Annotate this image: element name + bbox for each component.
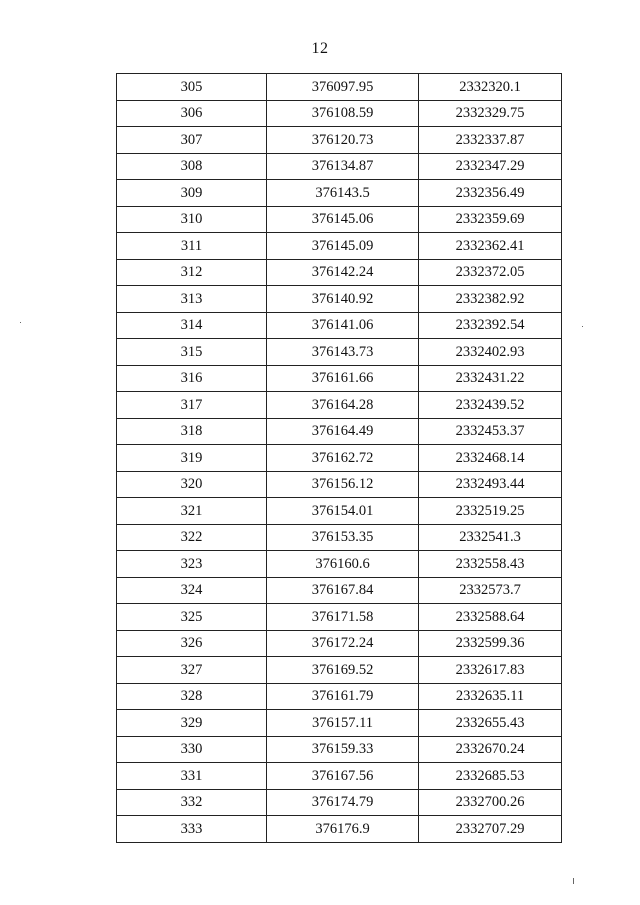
x-coordinate-cell: 376167.56 (267, 763, 419, 790)
point-number-cell: 332 (117, 789, 267, 816)
y-coordinate-cell: 2332468.14 (419, 445, 562, 472)
point-number-cell: 333 (117, 816, 267, 843)
y-coordinate-cell: 2332453.37 (419, 418, 562, 445)
x-coordinate-cell: 376172.24 (267, 630, 419, 657)
x-coordinate-cell: 376141.06 (267, 312, 419, 339)
point-number-cell: 319 (117, 445, 267, 472)
table-row (117, 577, 562, 604)
y-coordinate-cell: 2332617.83 (419, 657, 562, 684)
y-coordinate-cell: 2332635.11 (419, 683, 562, 710)
point-number-cell: 311 (117, 233, 267, 260)
x-coordinate-cell: 376140.92 (267, 286, 419, 313)
x-coordinate-cell: 376159.33 (267, 736, 419, 763)
point-number-cell: 308 (117, 153, 267, 180)
point-number-cell: 329 (117, 710, 267, 737)
table-row (117, 445, 562, 472)
point-number-cell: 309 (117, 180, 267, 207)
y-coordinate-cell: 2332573.7 (419, 577, 562, 604)
x-coordinate-cell: 376156.12 (267, 471, 419, 498)
y-coordinate-cell: 2332372.05 (419, 259, 562, 286)
scan-speck (582, 326, 583, 327)
x-coordinate-cell: 376145.06 (267, 206, 419, 233)
y-coordinate-cell: 2332329.75 (419, 100, 562, 127)
table-row (117, 524, 562, 551)
point-number-cell: 320 (117, 471, 267, 498)
table-row (117, 74, 562, 101)
x-coordinate-cell: 376120.73 (267, 127, 419, 154)
point-number-cell: 326 (117, 630, 267, 657)
point-number-cell: 317 (117, 392, 267, 419)
y-coordinate-cell: 2332359.69 (419, 206, 562, 233)
point-number-cell: 313 (117, 286, 267, 313)
y-coordinate-cell: 2332700.26 (419, 789, 562, 816)
table-row (117, 127, 562, 154)
y-coordinate-cell: 2332431.22 (419, 365, 562, 392)
x-coordinate-cell: 376160.6 (267, 551, 419, 578)
table-row (117, 339, 562, 366)
x-coordinate-cell: 376134.87 (267, 153, 419, 180)
table-row (117, 392, 562, 419)
table-row (117, 312, 562, 339)
x-coordinate-cell: 376154.01 (267, 498, 419, 525)
x-coordinate-cell: 376176.9 (267, 816, 419, 843)
y-coordinate-cell: 2332320.1 (419, 74, 562, 101)
point-number-cell: 310 (117, 206, 267, 233)
point-number-cell: 312 (117, 259, 267, 286)
x-coordinate-cell: 376142.24 (267, 259, 419, 286)
y-coordinate-cell: 2332685.53 (419, 763, 562, 790)
table-row (117, 286, 562, 313)
coordinate-table-body (117, 74, 562, 843)
y-coordinate-cell: 2332347.29 (419, 153, 562, 180)
y-coordinate-cell: 2332392.54 (419, 312, 562, 339)
table-row (117, 710, 562, 737)
table-row (117, 180, 562, 207)
point-number-cell: 314 (117, 312, 267, 339)
table-row (117, 736, 562, 763)
point-number-cell: 321 (117, 498, 267, 525)
table-row (117, 498, 562, 525)
x-coordinate-cell: 376157.11 (267, 710, 419, 737)
point-number-cell: 318 (117, 418, 267, 445)
table-row (117, 418, 562, 445)
y-coordinate-cell: 2332362.41 (419, 233, 562, 260)
x-coordinate-cell: 376167.84 (267, 577, 419, 604)
table-row (117, 657, 562, 684)
table-row (117, 365, 562, 392)
y-coordinate-cell: 2332439.52 (419, 392, 562, 419)
y-coordinate-cell: 2332382.92 (419, 286, 562, 313)
point-number-cell: 306 (117, 100, 267, 127)
y-coordinate-cell: 2332337.87 (419, 127, 562, 154)
page-number: 12 (311, 40, 329, 57)
table-row (117, 630, 562, 657)
y-coordinate-cell: 2332599.36 (419, 630, 562, 657)
x-coordinate-cell: 376143.73 (267, 339, 419, 366)
x-coordinate-cell: 376143.5 (267, 180, 419, 207)
point-number-cell: 328 (117, 683, 267, 710)
point-number-cell: 315 (117, 339, 267, 366)
y-coordinate-cell: 2332655.43 (419, 710, 562, 737)
x-coordinate-cell: 376169.52 (267, 657, 419, 684)
x-coordinate-cell: 376162.72 (267, 445, 419, 472)
y-coordinate-cell: 2332402.93 (419, 339, 562, 366)
x-coordinate-cell: 376153.35 (267, 524, 419, 551)
point-number-cell: 322 (117, 524, 267, 551)
point-number-cell: 316 (117, 365, 267, 392)
y-coordinate-cell: 2332670.24 (419, 736, 562, 763)
y-coordinate-cell: 2332493.44 (419, 471, 562, 498)
x-coordinate-cell: 376164.28 (267, 392, 419, 419)
x-coordinate-cell: 376174.79 (267, 789, 419, 816)
point-number-cell: 325 (117, 604, 267, 631)
x-coordinate-cell: 376097.95 (267, 74, 419, 101)
table-row (117, 100, 562, 127)
y-coordinate-cell: 2332558.43 (419, 551, 562, 578)
table-row (117, 233, 562, 260)
scan-speck (573, 878, 574, 884)
table-row (117, 551, 562, 578)
y-coordinate-cell: 2332707.29 (419, 816, 562, 843)
x-coordinate-cell: 376164.49 (267, 418, 419, 445)
x-coordinate-cell: 376161.66 (267, 365, 419, 392)
table-row (117, 153, 562, 180)
point-number-cell: 305 (117, 74, 267, 101)
point-number-cell: 330 (117, 736, 267, 763)
x-coordinate-cell: 376145.09 (267, 233, 419, 260)
y-coordinate-cell: 2332519.25 (419, 498, 562, 525)
y-coordinate-cell: 2332541.3 (419, 524, 562, 551)
point-number-cell: 331 (117, 763, 267, 790)
y-coordinate-cell: 2332588.64 (419, 604, 562, 631)
table-row (117, 763, 562, 790)
table-row (117, 604, 562, 631)
point-number-cell: 323 (117, 551, 267, 578)
table-row (117, 259, 562, 286)
x-coordinate-cell: 376108.59 (267, 100, 419, 127)
x-coordinate-cell: 376161.79 (267, 683, 419, 710)
x-coordinate-cell: 376171.58 (267, 604, 419, 631)
table-row (117, 816, 562, 843)
scan-speck (20, 322, 21, 323)
table-row (117, 789, 562, 816)
point-number-cell: 327 (117, 657, 267, 684)
table-row (117, 683, 562, 710)
coordinate-table (116, 73, 562, 843)
point-number-cell: 324 (117, 577, 267, 604)
table-row (117, 206, 562, 233)
point-number-cell: 307 (117, 127, 267, 154)
y-coordinate-cell: 2332356.49 (419, 180, 562, 207)
table-row (117, 471, 562, 498)
